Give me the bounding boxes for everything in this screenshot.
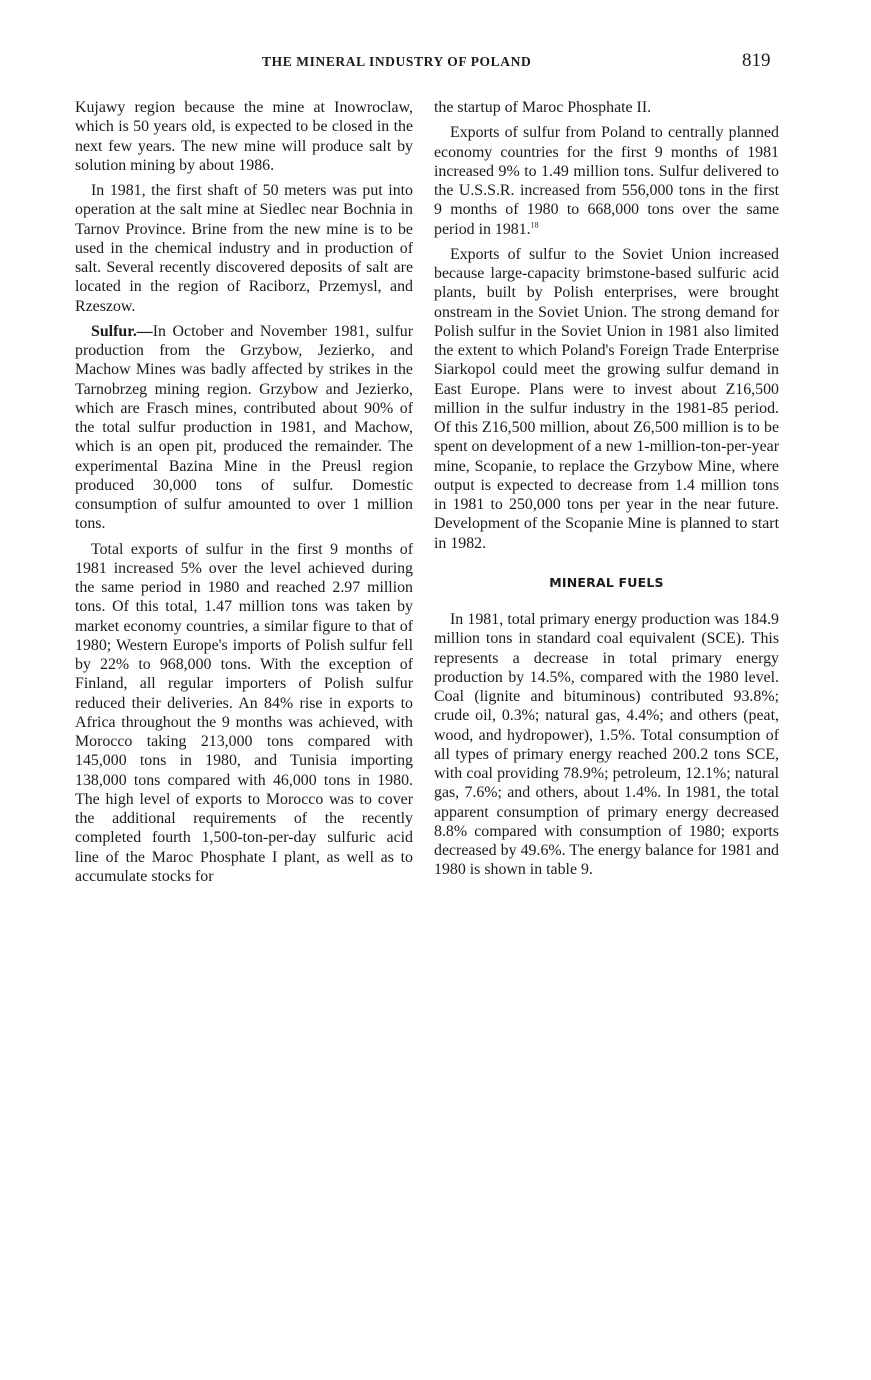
- paragraph-sulfur-soviet: Exports of sulfur to the Soviet Union increased because large-capacity brimstone-based sulfuric acid plants, built by Polish enterprises, were brought onstream in the Soviet Union. The strong demand for Polish sulfur in the Soviet Union in 1981 also limited the extent to which Poland's Foreign Trade Enterprise Siarkopol could meet the growing sulfur demand in East Europe. Plans were to invest about Z16,500 million in the sulfur industry in the 1981-85 period. Of this Z16,500 million, about Z6,500 million is to be spent on development of a new 1-million-ton-per-year mine, Scopanie, to replace the Grzybow Mine, where output is expected to decrease from 1.4 million tons in 1981 to 250,000 tons per year in the near future. Development of the Scopanie Mine is planned to start in 1982.: [434, 245, 779, 552]
- right-column: [434, 98, 779, 886]
- paragraph-salt-siedlec: In 1981, the first shaft of 50 meters was put into operation at the salt mine at Siedlec near Bochnia in Tarnov Province. Brine from the new mine is to be used in the chemical industry and in production of salt. Several recently discovered deposits of salt are located in the region of Raciborz, Przemysl, and Rzeszow.: [75, 182, 413, 315]
- footnote-reference: 18: [530, 220, 539, 230]
- sulfur-cpe-exports-text: Exports of sulfur from Poland to centrally planned economy countries for the first 9 months of 1981 increased 9% to 1.49 million tons. Sulfur delivered to the U.S.S.R. increased from 556,000 tons in the first 9 months of 1980 to 668,000 tons over the same period in 1981.: [434, 124, 779, 238]
- paragraph-sulfur-cpe-exports: [434, 123, 779, 239]
- page-number: 819: [742, 50, 771, 71]
- paragraph-salt-kujawy: Kujawy region because the mine at Inowroclaw, which is 50 years old, is expected to be closed in the next few years. The new mine will produce salt by solution mining by about 1986.: [75, 99, 413, 174]
- paragraph-primary-energy: In 1981, total primary energy production was 184.9 million tons in standard coal equivalent (SCE). This represents a decrease in total primary energy production by 14.5%, compared with the 1980 level. Coal (lignite and bituminous) contributed 93.8%; crude oil, 0.3%; natural gas, 4.4%; and others (peat, wood, and hydropower), 1.5%. Total consumption of all types of primary energy reached 200.2 tons SCE, with coal providing 78.9%; petroleum, 12.1%; natural gas, 7.6%; and others, about 1.4%. In 1981, the total apparent consumption of primary energy decreased 8.8% compared with consumption of 1980; exports decreased by 49.6%. The energy balance for 1981 and 1980 is shown in table 9.: [434, 611, 779, 879]
- section-heading-mineral-fuels: MINERAL FUELS: [549, 574, 664, 590]
- paragraph-maroc-startup: the startup of Maroc Phosphate II.: [434, 99, 652, 116]
- running-title: THE MINERAL INDUSTRY OF POLAND: [262, 54, 532, 69]
- left-column: [75, 98, 413, 892]
- paragraph-sulfur-production: [75, 322, 413, 534]
- sulfur-run-in-heading: Sulfur.—: [91, 322, 153, 340]
- sulfur-production-text: In October and November 1981, sulfur production from the Grzybow, Jezierko, and Machow Mines was badly affected by strikes in the Tarnobrzeg mining region. Grzybow and Jezierko, which are Frasch mines, contributed about 90% of the total sulfur production in 1981, and Machow, which is an open pit, produced the remainder. The experimental Bazina Mine in the Preusl region produced 30,000 tons of sulfur. Domestic consumption of sulfur amounted to over 1 million tons.: [75, 322, 413, 533]
- paragraph-sulfur-exports: Total exports of sulfur in the first 9 months of 1981 increased 5% over the level achieved during the same period in 1980 and reached 2.97 million tons. Of this total, 1.47 million tons was taken by market economy countries, a similar figure to that of 1980; Western Europe's imports of Polish sulfur fell by 22% to 968,000 tons. With the exception of Finland, all regular importers of Polish sulfur reduced their deliveries. An 84% rise in exports to Africa throughout the 9 months was achieved, with Morocco taking 213,000 tons compared with 145,000 tons in 1980, and Tunisia importing 138,000 tons compared with 46,000 tons in 1980. The high level of exports to Morocco was to cover the additional requirements of the recently completed fourth 1,500-ton-per-day sulfuric acid line of the Maroc Phosphate I plant, as well as to accumulate stocks for: [75, 540, 413, 885]
- running-head: [0, 50, 871, 74]
